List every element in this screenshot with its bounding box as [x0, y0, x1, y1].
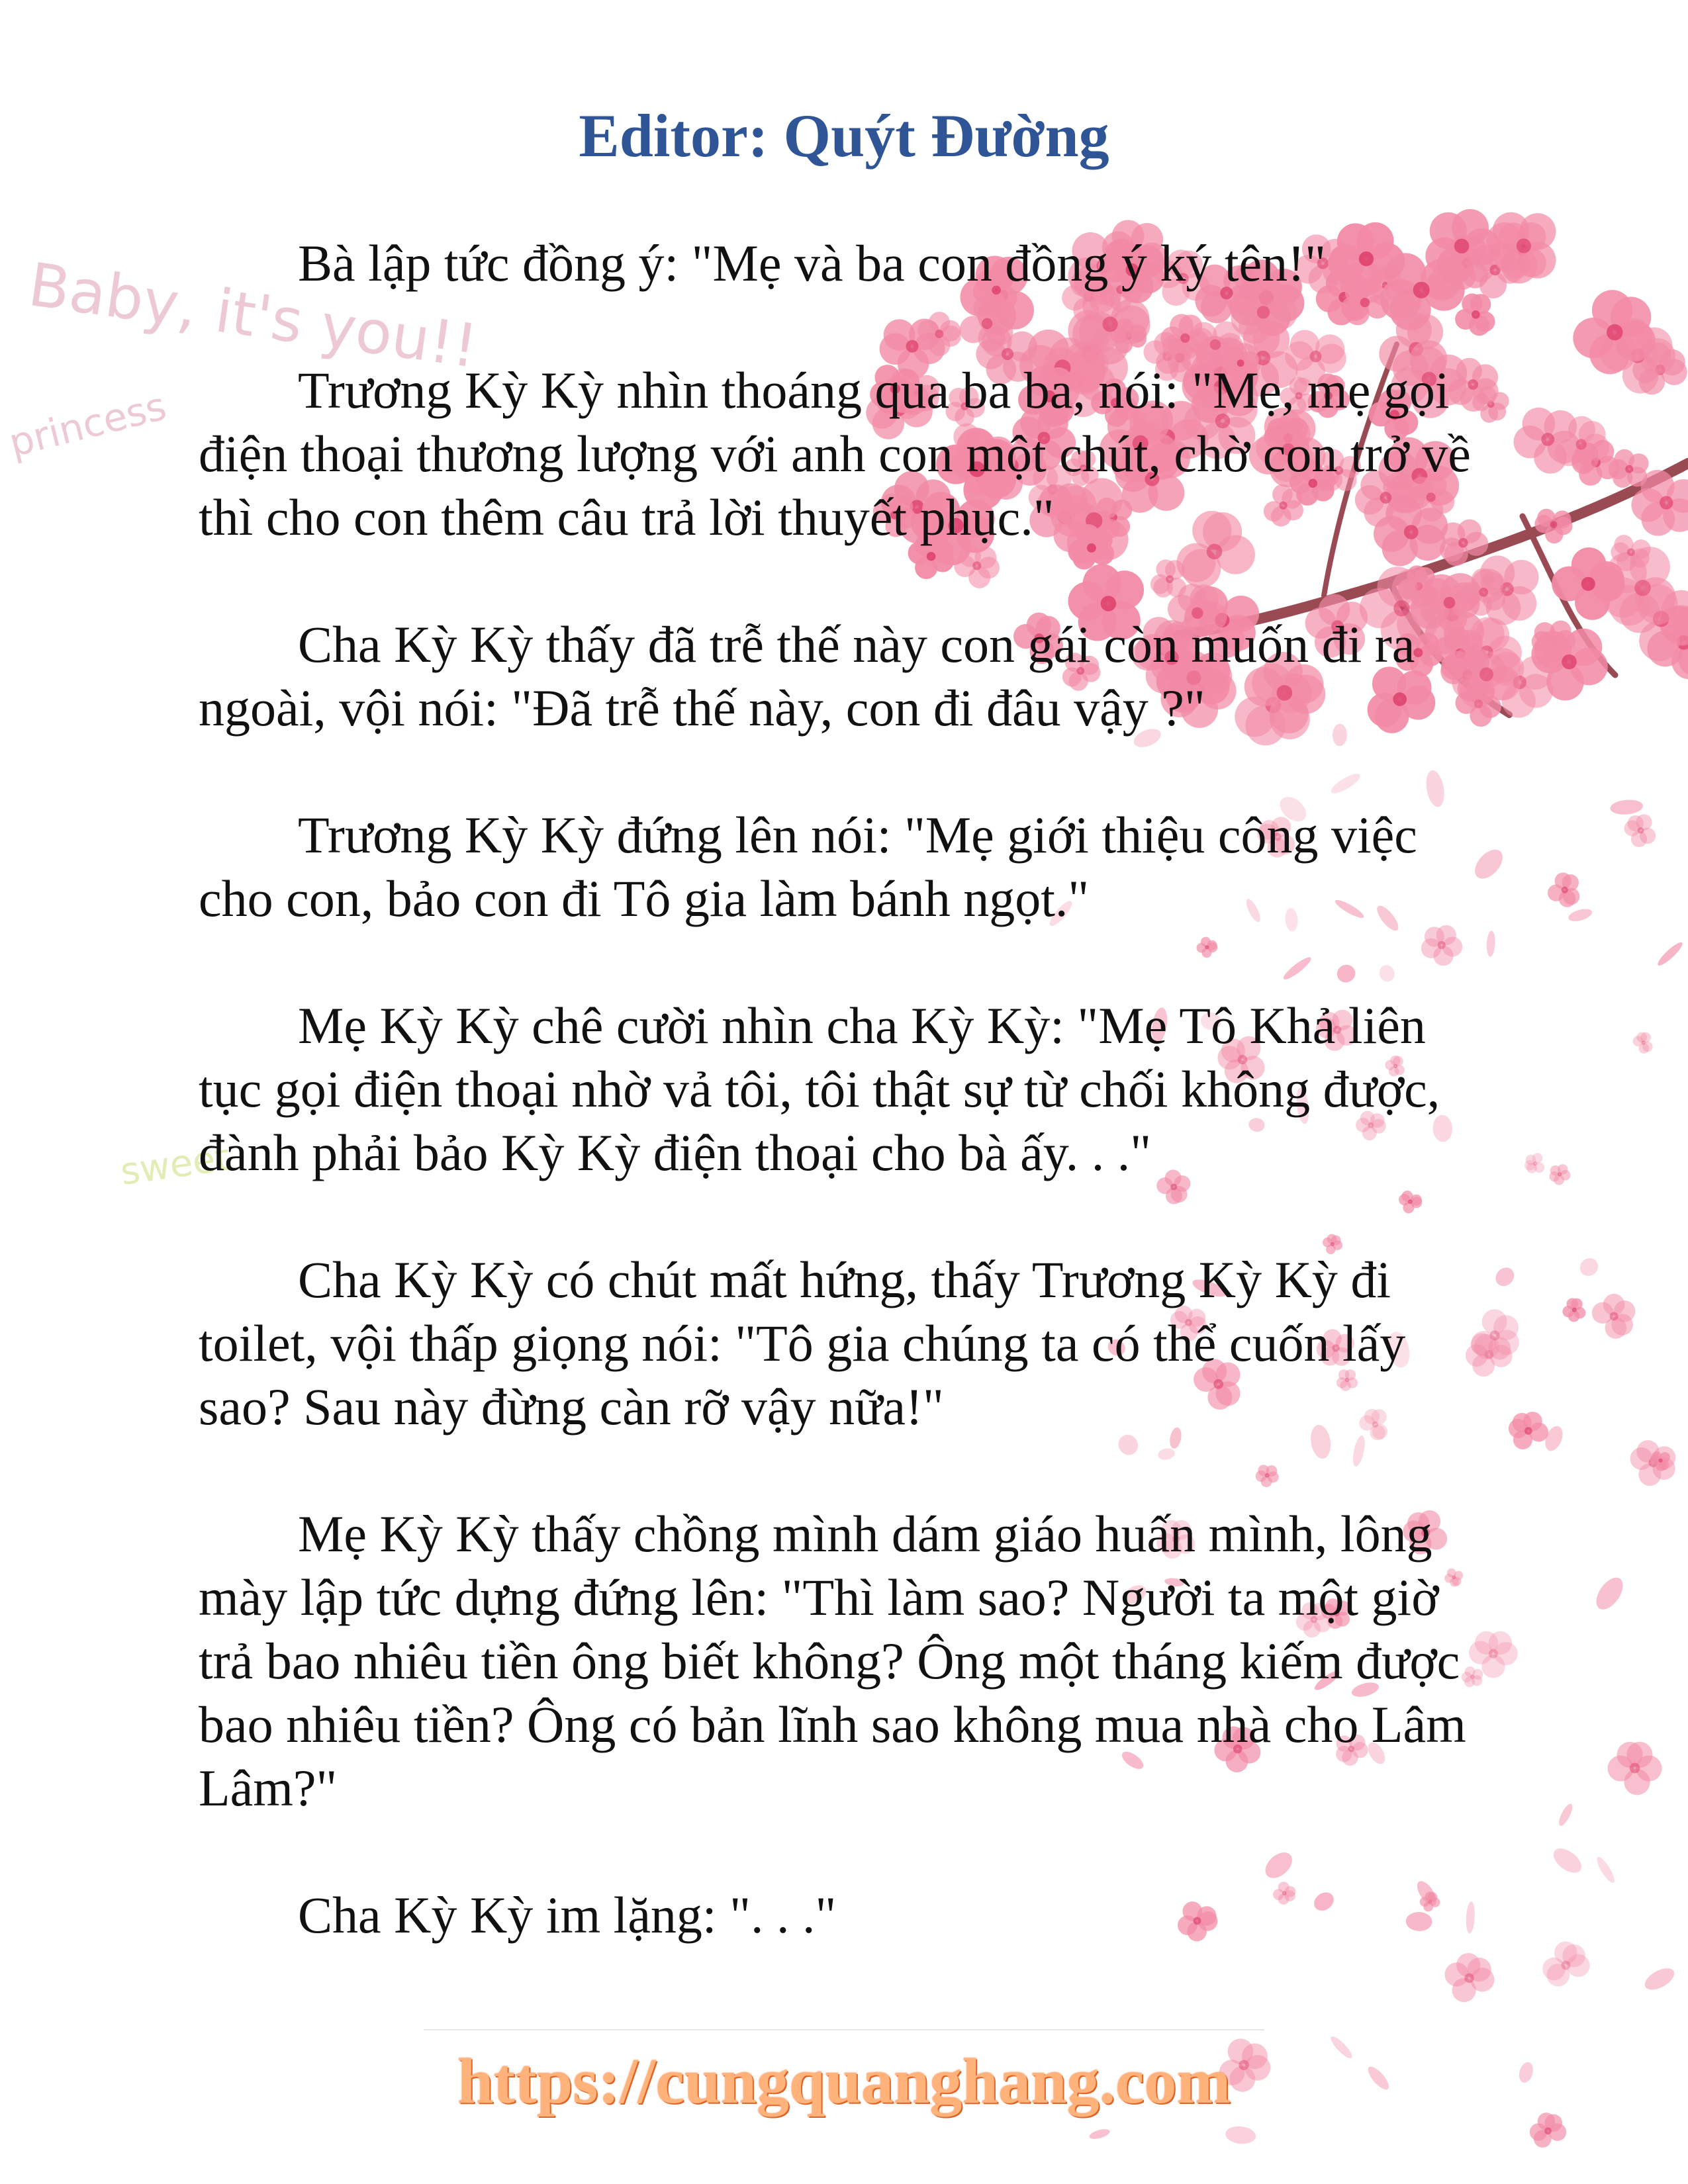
paragraph: Cha Kỳ Kỳ có chút mất hứng, thấy Trương Kỳ Kỳ đi toilet, vội thấp giọng nói: "Tô gia chúng ta có thể cuốn lấy sao? Sau này đừng càn rỡ vậy nữa!"	[199, 1251, 1406, 1435]
petal	[1225, 2125, 1256, 2146]
petal	[1567, 907, 1593, 924]
petal	[1556, 1802, 1575, 1828]
blossom-flower	[1549, 1164, 1570, 1185]
blossom-flower	[1524, 1153, 1544, 1173]
blossom-flower	[1609, 449, 1649, 488]
petal	[1642, 1964, 1678, 1994]
petal	[1549, 1844, 1585, 1878]
petal	[1591, 1573, 1628, 1614]
blossom-flower	[1624, 814, 1656, 847]
petal	[1656, 940, 1685, 968]
blossom-flower	[1562, 1298, 1585, 1322]
website-link[interactable]: https://cungquanghang.com	[457, 2046, 1231, 2117]
footer-divider	[424, 2029, 1264, 2030]
paragraph: Bà lập tức đồng ý: "Mẹ và ba con đồng ý ký tên!"	[298, 234, 1326, 292]
petal	[1594, 1855, 1617, 1885]
paragraph: Cha Kỳ Kỳ thấy đã trễ thế này con gái còn muốn đi ra ngoài, vội nói: "Đã trễ thế này, con đi đâu vậy ?"	[199, 615, 1415, 737]
paragraph: Cha Kỳ Kỳ im lặng: ". . ."	[298, 1886, 837, 1944]
blossom-flower	[1542, 1941, 1589, 1986]
paragraph: Mẹ Kỳ Kỳ chê cười nhìn cha Kỳ Kỳ: "Mẹ Tô Khả liên tục gọi điện thoại nhờ vả tôi, tôi thật sự từ chối không được, đành phải bảo Kỳ Kỳ điện thoại cho bà ấy. . ."	[199, 997, 1440, 1181]
blossom-flower	[1633, 1032, 1653, 1053]
watermark-sweet-text: sweet	[117, 1136, 233, 1194]
watermark-baby-text: Baby, it's you!!	[24, 250, 482, 382]
blossom-flower	[1509, 1412, 1548, 1449]
blossom-flower	[1548, 872, 1579, 907]
blossom-flower	[1608, 1742, 1662, 1795]
paragraph: Mẹ Kỳ Kỳ thấy chồng mình dám giáo huấn mình, lông mày lập tức dựng đứng lên: "Thì làm sao? Người ta một giờ trả bao nhiêu tiền ông biết không? Ông một tháng kiếm được bao nhiêu tiền? Ông có bản lĩnh sao không mua nhà cho Lâm Lâm?"	[199, 1505, 1466, 1817]
petal	[1610, 799, 1644, 816]
petal	[1576, 1255, 1601, 1280]
petal	[1088, 2127, 1111, 2141]
story-text	[199, 232, 1496, 2011]
blossom-flower	[1592, 1294, 1636, 1339]
blossom-flower	[1534, 509, 1572, 544]
watermark-princess-text: princess	[4, 383, 171, 466]
paragraph: Trương Kỳ Kỳ đứng lên nói: "Mẹ giới thiệu công việc cho con, bảo con đi Tô gia làm bánh ngọt."	[199, 806, 1417, 927]
paragraph: Trương Kỳ Kỳ nhìn thoáng qua ba ba, nói: "Mẹ, mẹ gọi điện thoại thương lượng với anh con một chút, chờ con trở về thì cho con thêm câu trả lời thuyết phục."	[199, 361, 1471, 546]
page-title: Editor: Quýt Đường	[579, 102, 1109, 169]
